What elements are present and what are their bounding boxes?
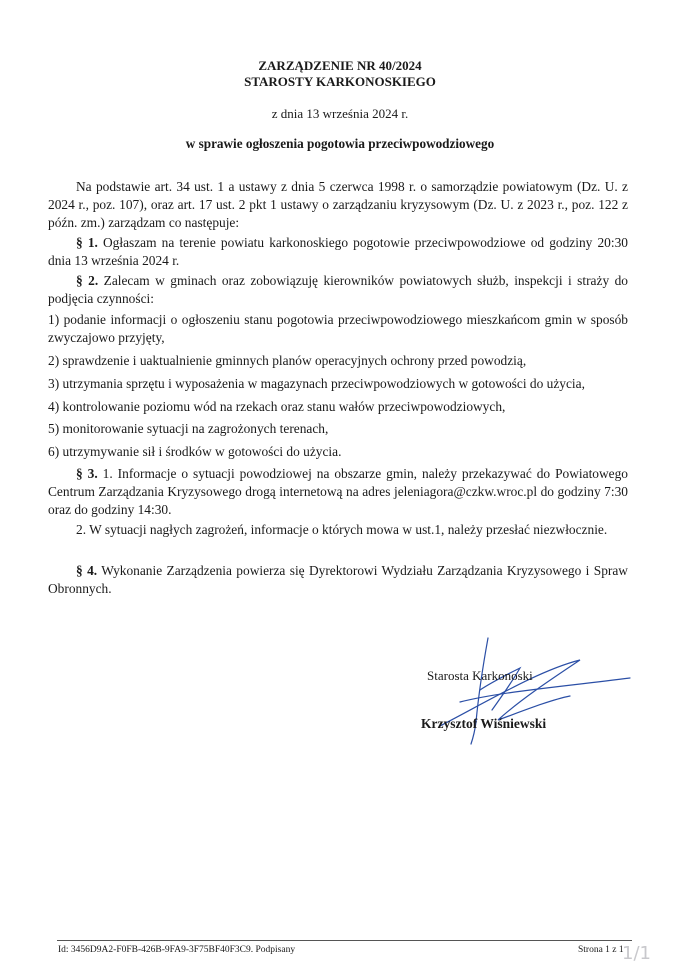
document-title <box>0 58 680 90</box>
document-subject: w sprawie ogłoszenia pogotowia przeciwpowodziowego <box>185 136 495 151</box>
list-item: 6) utrzymywanie sił i środków w gotowości do użycia. <box>48 444 342 459</box>
list-item: 5) monitorowanie sytuacji na zagrożonych terenach, <box>48 421 329 436</box>
page-mark: 1/1 <box>622 943 651 964</box>
list-item: 1) podanie informacji o ogłoszeniu stanu pogotowia przeciwpowodziowego mieszkańcom gmin w sposób zwyczajowo przyjęty, <box>48 312 628 345</box>
title-line-1: ZARZĄDZENIE NR 40/2024 <box>258 58 422 73</box>
signatory-name: Krzysztof Wiśniewski <box>421 716 547 731</box>
section-3-text: 1. Informacje o sytuacji powodziowej na obszarze gmin, należy przekazywać do Powiatowego Centrum Zarządzania Kryzysowego drogą internetową na adres jeleniagora@czkw.wroc.pl do godziny 7:30 oraz do godziny 14:30. <box>48 466 628 517</box>
list-item: 4) kontrolowanie poziomu wód na rzekach oraz stanu wałów przeciwpowodziowych, <box>48 399 506 414</box>
section-4-label: § 4. <box>76 563 98 578</box>
preamble: Na podstawie art. 34 ust. 1 a ustawy z dnia 5 czerwca 1998 r. o samorządzie powiatowym (Dz. U. z 2024 r., poz. 107), oraz art. 17 ust. 2 pkt 1 ustawy o zarządzaniu kryzysowym (Dz. U. z 2023 r., poz. 122 z późn. zm.) zarządzam co następuje: <box>48 179 628 230</box>
list-item: 3) utrzymania sprzętu i wyposażenia w magazynach przeciwpowodziowych w gotowości do użycia, <box>48 376 585 391</box>
section-3-label: § 3. <box>76 466 98 481</box>
list-item: 2) sprawdzenie i uaktualnienie gminnych planów operacyjnych ochrony przed powodzią, <box>48 353 527 368</box>
section-4-text: Wykonanie Zarządzenia powierza się Dyrektorowi Wydziału Zarządzania Kryzysowego i Spraw Obronnych. <box>48 563 628 596</box>
signatory-title: Starosta Karkonoski <box>427 668 533 683</box>
section-1-text: Ogłaszam na terenie powiatu karkonoskiego pogotowie przeciwpowodziowe od godziny 20:30 dnia 13 września 2024 r. <box>48 235 628 268</box>
title-line-2: STAROSTY KARKONOSKIEGO <box>244 74 436 89</box>
page-number: Strona 1 z 1 <box>578 945 624 955</box>
handwritten-signature <box>380 630 640 750</box>
section-3-point-2: 2. W sytuacji nagłych zagrożeń, informacje o których mowa w ust.1, należy przesłać niezwłocznie. <box>76 522 608 537</box>
section-1-label: § 1. <box>76 235 98 250</box>
section-2-label: § 2. <box>76 273 99 288</box>
footer-divider <box>57 940 632 941</box>
section-4 <box>48 562 628 598</box>
section-2-text: Zalecam w gminach oraz zobowiązuję kierowników powiatowych służb, inspekcji i straży do podjęcia czynności: <box>48 273 628 306</box>
section-1 <box>48 234 628 270</box>
section-3 <box>48 465 628 519</box>
document-date: z dnia 13 września 2024 r. <box>271 106 409 121</box>
document-id: Id: 3456D9A2-F0FB-426B-9FA9-3F75BF40F3C9. Podpisany <box>58 945 296 955</box>
section-2 <box>48 272 628 308</box>
